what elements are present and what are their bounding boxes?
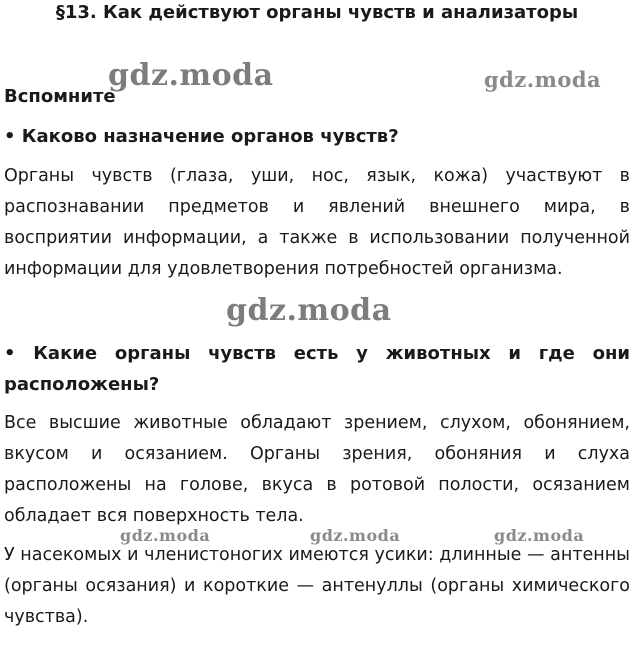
watermark-logo: gdz.moda	[226, 293, 392, 328]
watermark-logo: gdz.moda	[310, 526, 401, 545]
watermark-logo: gdz.moda	[108, 58, 274, 93]
remember-heading: Вспомните	[4, 86, 116, 107]
answer-2: Все высшие животные обладают зрением, слухом, обонянием, вкусом и осязанием. Органы зрения, обоняния и слуха расположены на голове, вкуса в ротовой полости, осязанием обладает вся поверхность тела.	[4, 413, 630, 526]
watermark-logo: gdz.moda	[120, 526, 211, 545]
answer-1: Органы чувств (глаза, уши, нос, язык, кожа) участвуют в распознавании предметов и явлений внешнего мира, в восприятии информации, а также в использовании полученной информации для удовлетворения потребностей организма.	[4, 166, 630, 279]
watermark-logo: gdz.moda	[484, 67, 602, 92]
watermark-logo: gdz.moda	[494, 526, 585, 545]
page-title: §13. Как действуют органы чувств и анализаторы	[55, 2, 579, 23]
answer-2-continued: У насекомых и членистоногих имеются усики: длинные — антенны (органы осязания) и короткие — антенуллы (органы химического чувства).	[4, 545, 630, 627]
question-2: • Какие органы чувств есть у животных и где они расположены?	[4, 343, 630, 395]
question-1: • Каково назначение органов чувств?	[4, 126, 399, 147]
